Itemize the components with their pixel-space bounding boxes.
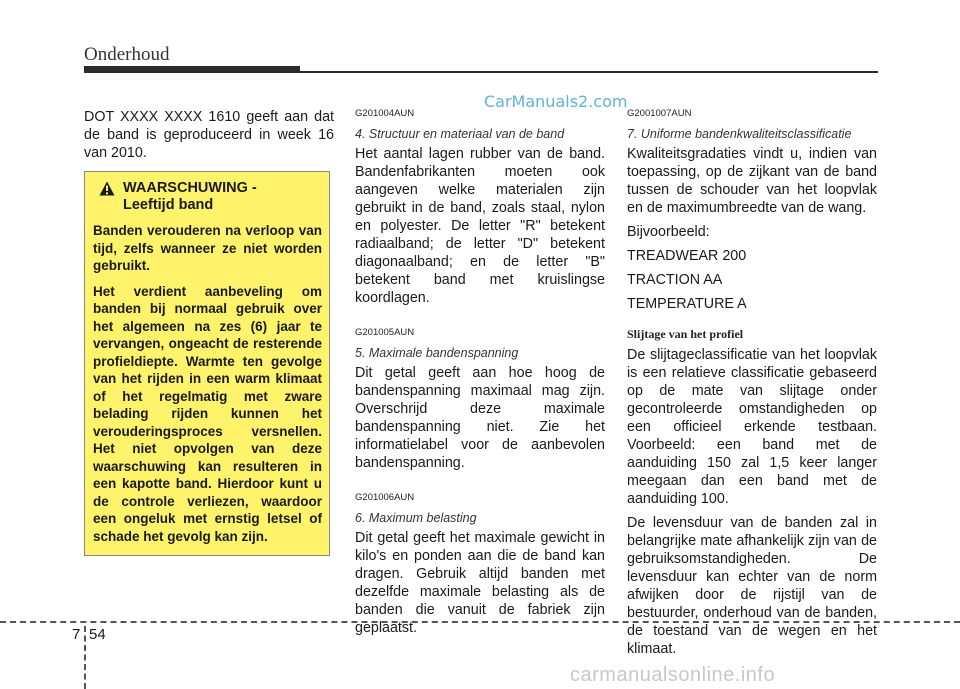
header-rule-thick bbox=[84, 66, 300, 73]
example-temperature: TEMPERATURE A bbox=[627, 296, 747, 312]
wear-heading: Slijtage van het profiel bbox=[627, 327, 744, 341]
section-body: Dit getal geeft aan hoe hoog de bandenspanning maximaal mag zijn. Overschrijd deze maximale bandenspanning niet. Zie het informatielabel voor de aanbevolen bandenspanning. bbox=[355, 365, 605, 471]
warning-title-line1: WAARSCHUWING - bbox=[123, 180, 257, 196]
section-code: G201005AUN bbox=[355, 327, 415, 338]
section-code: G201006AUN bbox=[355, 492, 415, 503]
wear-body-1: De slijtageclassificatie van het loopvlak is een relatieve classificatie gebaseerd op de mate van slijtage onder gecontroleerde omstandigheden op een officieel erkende testbaan. Voorbeeld: een band met de aanduiding 150 zal 1,5 keer langer meegaan dan een band met de aanduiding 100. bbox=[627, 347, 877, 507]
section-heading: 4. Structuur en materiaal van de band bbox=[355, 127, 565, 141]
warning-paragraph-2: Het verdient aanbeveling om banden bij normaal gebruik over het algemeen na zes (6) jaar te vervangen, ongeacht de resterende profieldiepte. Warmte ten gevolge van het rijden in een warm klimaat of het regelmatig met zware belading rijden kunnen het verouderingsproces versnellen. Het niet opvolgen van deze waarschuwing kan resulteren in een kapotte band. Hierdoor kunt u de controle verliezen, waardoor een ongeluk met ernstig letsel of schade het gevolg kan zijn. bbox=[93, 283, 322, 544]
example-treadwear: TREADWEAR 200 bbox=[627, 248, 747, 264]
footer-rule bbox=[0, 621, 960, 623]
section-body: Kwaliteitsgradaties vindt u, indien van toepassing, op de zijkant van de band tussen de schouder van het loopvlak en de maximumbreedte van de wang. bbox=[627, 146, 877, 216]
warning-title bbox=[93, 180, 322, 214]
section-body: Het aantal lagen rubber van de band. Bandenfabrikanten moeten ook aangeven welke materialen zijn gebruikt in de band, zoals staal, nylon en polyester. De letter "R" betekent radiaalband; de letter "D" betekent diagonaalband; en de letter "B" betekent band met kruislingse koordlagen. bbox=[355, 146, 605, 306]
footer-divider bbox=[84, 626, 86, 689]
section-body: Dit getal geeft het maximale gewicht in kilo's en ponden aan die de band kan dragen. Gebruik altijd banden met dezelfde maximale belasting als de banden die vanuit de fabriek zijn geplaatst. bbox=[355, 530, 605, 636]
section-code: G201004AUN bbox=[355, 108, 415, 119]
watermark-bottom: carmanualsonline.info bbox=[570, 664, 776, 686]
warning-title-line2: Leeftijd band bbox=[123, 197, 214, 213]
section-heading: 7. Uniforme bandenkwaliteitsclassificatie bbox=[627, 127, 852, 141]
example-label: Bijvoorbeeld: bbox=[627, 224, 710, 240]
page-section-title: Onderhoud bbox=[84, 44, 170, 65]
chapter-number: 7 bbox=[72, 626, 81, 643]
example-traction: TRACTION AA bbox=[627, 272, 723, 288]
header-rule-thin bbox=[300, 71, 878, 73]
section-code: G2001007AUN bbox=[627, 108, 692, 119]
wear-body-2: De levensduur van de banden zal in belangrijke mate afhankelijk zijn van de gebruiksomstandigheden. De levensduur kan echter van de norm afwijken door de rijstijl van de bestuurder, onderhoud van de banden, de toestand van de wegen en het klimaat. bbox=[627, 515, 877, 657]
column-2 bbox=[355, 108, 605, 643]
intro-paragraph: DOT XXXX XXXX 1610 geeft aan dat de band is geproduceerd in week 16 van 2010. bbox=[84, 109, 334, 161]
column-1 bbox=[84, 108, 334, 168]
section-heading: 6. Maximum belasting bbox=[355, 511, 477, 525]
page-number: 54 bbox=[89, 626, 106, 643]
warning-paragraph-1: Banden verouderen na verloop van tijd, zelfs wanneer ze niet worden gebruikt. bbox=[93, 223, 322, 273]
watermark-top: CarManuals2.com bbox=[484, 92, 628, 111]
section-heading: 5. Maximale bandenspanning bbox=[355, 346, 519, 360]
column-3 bbox=[627, 108, 877, 664]
warning-box bbox=[84, 171, 330, 556]
warning-triangle-icon bbox=[99, 181, 123, 201]
